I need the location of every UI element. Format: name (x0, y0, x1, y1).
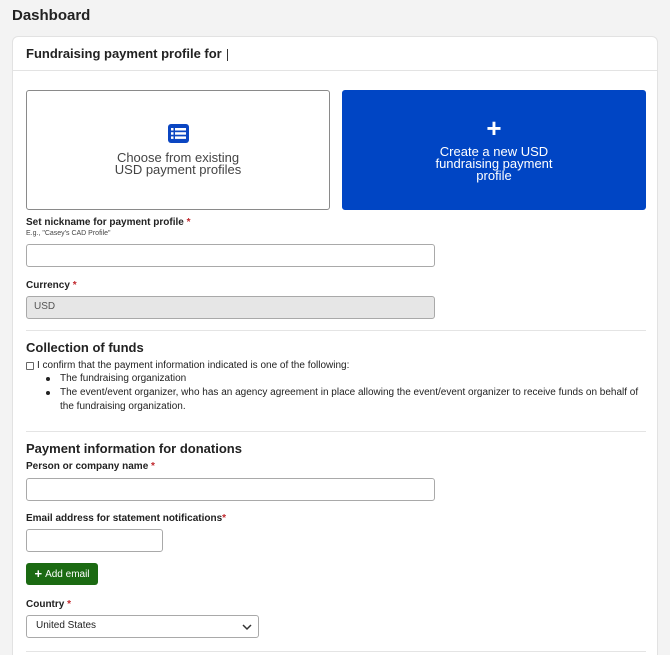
currency-field: USD (26, 296, 435, 319)
person-name-input[interactable] (26, 478, 435, 501)
email-label: Email address for statement notifications* (26, 513, 227, 524)
list-item: The fundraising organization (46, 372, 642, 386)
create-new-profile-tile[interactable] (342, 90, 646, 210)
text-cursor (227, 49, 228, 61)
country-selected-value: United States (36, 620, 97, 631)
confirm-checkbox[interactable] (26, 362, 34, 370)
email-input[interactable] (26, 529, 163, 552)
confirm-label: I confirm that the payment information indicated is one of the following: (37, 360, 350, 371)
list-icon (168, 124, 189, 143)
card-header (13, 37, 657, 71)
choose-existing-profile-tile[interactable] (26, 90, 330, 210)
page-title: Dashboard (12, 7, 91, 24)
list-item: The event/event organizer, who has an agency agreement in place allowing the event/event organizer to receive funds on behalf of the fundraising organization. (46, 386, 642, 414)
nickname-input[interactable] (26, 244, 435, 267)
confirm-options-list (46, 372, 642, 414)
chevron-down-icon (240, 620, 254, 634)
plus-icon: + (486, 113, 502, 143)
payment-information-title: Payment information for donations (26, 441, 242, 456)
nickname-label: Set nickname for payment profile * (26, 217, 191, 228)
payment-profile-card (12, 36, 658, 655)
plus-icon: + (34, 566, 43, 581)
currency-label: Currency * (26, 280, 77, 291)
add-email-label: Add email (45, 568, 90, 580)
divider (26, 431, 646, 432)
country-select[interactable] (26, 615, 259, 638)
add-email-button[interactable] (26, 563, 98, 585)
nickname-hint: E.g., "Casey's CAD Profile" (26, 230, 111, 237)
collection-of-funds-title: Collection of funds (26, 340, 144, 355)
create-new-label: Create a new USD fundraising payment profile (435, 144, 553, 183)
person-name-label: Person or company name * (26, 461, 155, 472)
country-label: Country * (26, 599, 72, 610)
divider (26, 330, 646, 331)
card-header-title: Fundraising payment profile for (26, 46, 222, 61)
divider (26, 651, 646, 652)
choose-existing-label: Choose from existing USD payment profiles (114, 150, 242, 177)
